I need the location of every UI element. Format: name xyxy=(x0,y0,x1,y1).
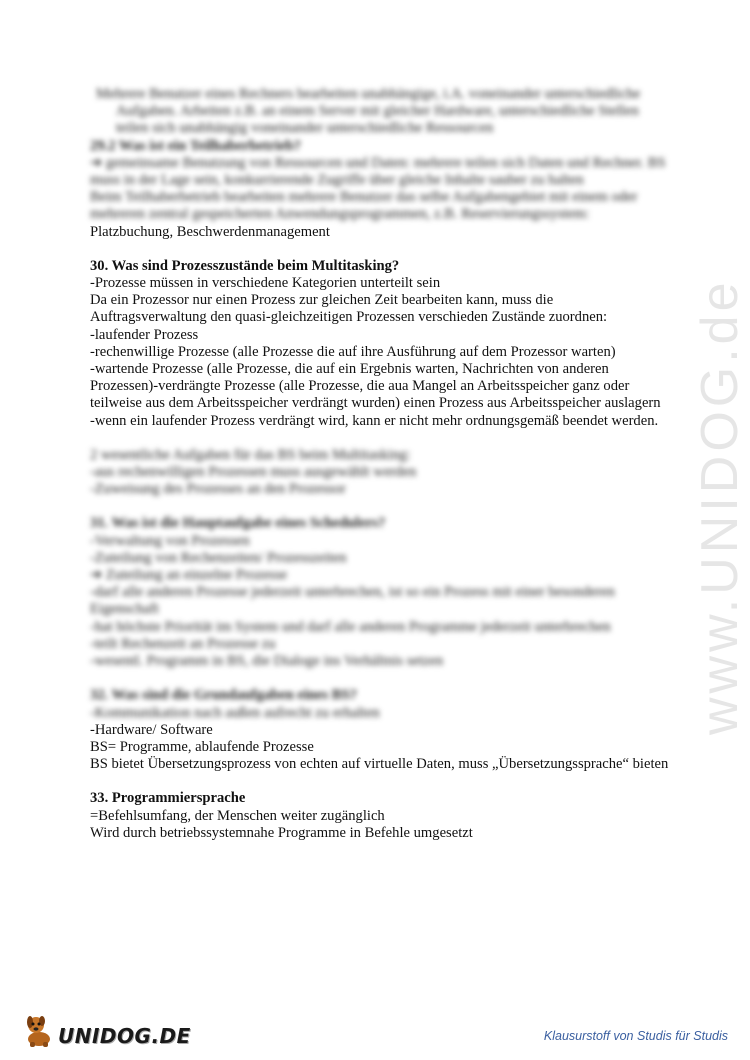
blurred-intro xyxy=(90,86,670,224)
blurred-heading-31: 31. Was ist die Hauptaufgabe eines Schedulers? xyxy=(90,515,386,532)
blurred-line: ➔ Zuteilung an einzelne Prozesse xyxy=(90,567,288,584)
blurred-line: Beim Teilhaberbetrieb bearbeiten mehrere Benutzer das selbe Aufgabengebiet mit einem oder mehreren zentral gespeicherten Anwendungsprogrammen, z.B. Reservierungssystem: xyxy=(90,189,638,223)
blurred-line: -teilt Rechenzeit an Prozesse zu xyxy=(90,635,276,652)
paragraph-line: BS bietet Übersetzungsprozess von echten auf virtuelle Daten, muss „Übersetzungssprache“ bieten xyxy=(90,756,669,773)
paragraph-line: Da ein Prozessor nur einen Prozess zur gleichen Zeit bearbeiten kann, muss die Auftragsverwaltung den quasi-gleichzeitigen Prozessen verschieden Zustände zuordnen: xyxy=(90,292,608,326)
paragraph-line: -wenn ein laufender Prozess verdrängt wird, kann er nicht mehr ordnungsgemäß beendet werden. xyxy=(90,412,659,429)
blurred-line: 2 wesentliche Aufgaben für das BS beim Multitasking: xyxy=(90,446,411,463)
blurred-bullet: Mehrere Benutzer eines Rechners bearbeiten unabhängige, i.A. voneinander unterschiedliche Aufgaben. Arbeiten z.B. an einem Server mit gleicher Hardware, unterschiedliche Stellen teilen sich unabhängig voneinander unterschiedliche Ressourcen xyxy=(96,86,641,137)
blurred-line: -hat höchste Priorität im System und darf alle anderen Programme jederzeit unterbrechen xyxy=(90,618,611,635)
unidog-logo xyxy=(22,1010,191,1048)
document-body xyxy=(90,86,670,842)
blurred-line: -wesentl. Programm in BS, die Dialoge ins Verhältnis setzen xyxy=(90,653,444,670)
dog-icon xyxy=(22,1012,56,1048)
paragraph-line: BS= Programme, ablaufende Prozesse xyxy=(90,738,314,755)
logo-text: UNIDOG.DE xyxy=(58,1024,191,1048)
footer-tagline: Klausurstoff von Studis für Studis xyxy=(543,1029,728,1043)
heading-section-33: 33. Programmiersprache xyxy=(90,790,246,807)
visible-line: Platzbuchung, Beschwerdenmanagement xyxy=(90,223,330,240)
blurred-heading-29-2: 29.2 Was ist ein Teilhaberbetrieb? xyxy=(90,137,301,154)
paragraph-line: -rechenwillige Prozesse (alle Prozesse die auf ihre Ausführung auf dem Prozessor warten) xyxy=(90,343,616,360)
heading-section-30: 30. Was sind Prozesszustände beim Multitasking? xyxy=(90,257,400,274)
paragraph-line: -wartende Prozesse (alle Prozesse, die auf ein Ergebnis warten, Nachrichten von anderen Prozessen)-verdrängte Prozesse (alle Prozesse, die aua Mangel an Arbeitsspeicher ganz oder teilweise aus dem Arbeitsspeicher verdrängt wurden) einen Prozess aus Arbeitsspeicher auslagern xyxy=(90,361,661,412)
blurred-line: -aus rechenwilligen Prozessen muss ausgewählt werden xyxy=(90,464,417,481)
paragraph-line: =Befehlsumfang, der Menschen weiter zugänglich xyxy=(90,807,385,824)
paragraph-line: -Prozesse müssen in verschiedene Kategorien unterteilt sein xyxy=(90,275,441,292)
blurred-line: -Zuteilung von Rechenzeiten/ Prozesszeiten xyxy=(90,549,347,566)
blurred-line: -Kommunikation nach außen aufrecht zu erhalten xyxy=(90,704,380,721)
blurred-line: -Zuweisung des Prozesses an den Prozessor xyxy=(90,481,346,498)
paragraph-line: -laufender Prozess xyxy=(90,326,199,343)
blurred-line: -darf alle anderen Prozesse jederzeit unterbrechen, ist so ein Prozess mit einer besonderen Eigenschaft xyxy=(90,584,615,618)
blurred-line: ➔ gemeinsame Benutzung von Ressourcen und Daten: mehrere teilen sich Daten und Rechner. BS muss in der Lage sein, konkurrierende Zugriffe über gleiche Inhalte sauber zu halten xyxy=(90,154,666,189)
watermark: www.UNIDOG.de xyxy=(691,278,749,735)
paragraph-line: Wird durch betriebssystemnahe Programme in Befehle umgesetzt xyxy=(90,824,473,841)
blurred-multitask xyxy=(90,447,670,722)
paragraph-line: -Hardware/ Software xyxy=(90,721,213,738)
blurred-line: -Verwaltung von Prozessen xyxy=(90,532,250,549)
blurred-heading-32: 32. Was sind die Grundaufgaben eines BS? xyxy=(90,687,357,704)
